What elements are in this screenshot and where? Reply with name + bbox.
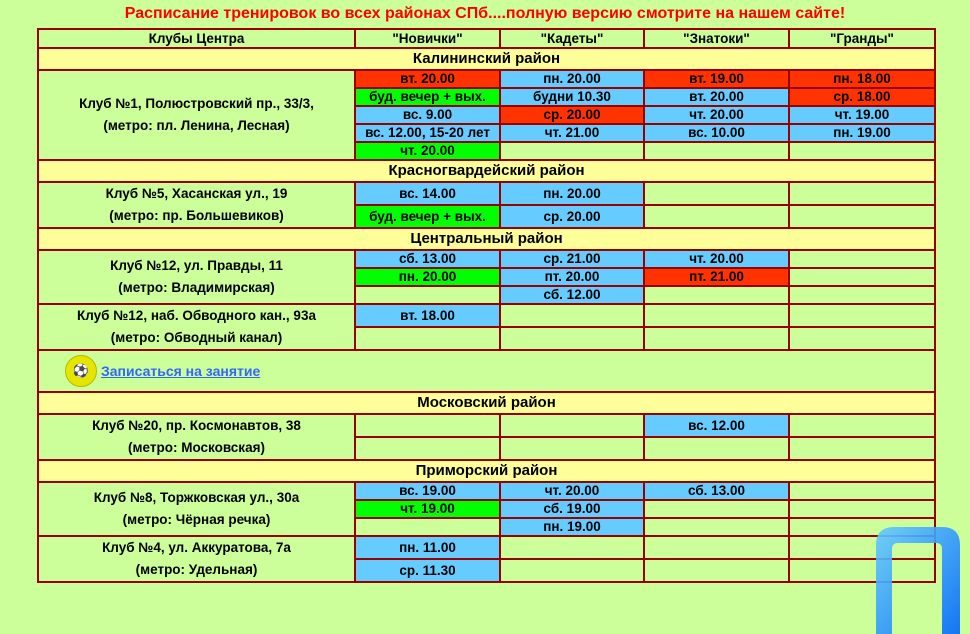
signup-row (38, 350, 935, 392)
schedule-cell (500, 327, 644, 350)
column-header-grands: "Гранды" (789, 29, 935, 48)
brand-logo-icon (872, 523, 962, 634)
table-row (38, 182, 935, 205)
schedule-cell (644, 142, 789, 160)
schedule-cell (644, 205, 789, 228)
schedule-cell (500, 414, 644, 437)
schedule-cell (355, 518, 500, 536)
schedule-cell (355, 286, 500, 304)
club-metro: (метро: Владимирская) (118, 280, 275, 295)
schedule-cell (500, 536, 644, 559)
club-cell (38, 250, 355, 304)
column-header-novice: "Новички" (355, 29, 500, 48)
schedule-cell: сб. 13.00 (644, 482, 789, 500)
schedule-cell (644, 559, 789, 582)
schedule-cell: вт. 20.00 (644, 88, 789, 106)
schedule-cell: пт. 21.00 (644, 268, 789, 286)
table-row (38, 536, 935, 559)
schedule-cell (644, 182, 789, 205)
schedule-cell (644, 327, 789, 350)
club-metro: (метро: Чёрная речка) (122, 512, 271, 527)
schedule-cell: вс. 9.00 (355, 106, 500, 124)
club-name: Клуб №12, ул. Правды, 11 (110, 258, 283, 273)
district-header: Приморский район (38, 460, 935, 482)
schedule-cell: вс. 19.00 (355, 482, 500, 500)
schedule-cell: чт. 19.00 (355, 500, 500, 518)
schedule-cell: ср. 20.00 (500, 106, 644, 124)
schedule-cell: вс. 12.00 (644, 414, 789, 437)
schedule-cell: чт. 21.00 (500, 124, 644, 142)
club-metro: (метро: пл. Ленина, Лесная) (103, 118, 290, 133)
schedule-cell: вс. 14.00 (355, 182, 500, 205)
column-header-clubs: Клубы Центра (38, 29, 355, 48)
table-row (38, 70, 935, 88)
schedule-cell (644, 437, 789, 460)
schedule-cell (644, 536, 789, 559)
signup-link[interactable]: Записаться на занятие (101, 363, 261, 379)
schedule-cell (789, 205, 935, 228)
schedule-cell: ср. 11.30 (355, 559, 500, 582)
schedule-cell (789, 304, 935, 327)
schedule-cell: ср. 21.00 (500, 250, 644, 268)
schedule-cell (500, 304, 644, 327)
schedule-cell: сб. 12.00 (500, 286, 644, 304)
schedule-cell: сб. 13.00 (355, 250, 500, 268)
schedule-cell: пн. 20.00 (500, 70, 644, 88)
column-header-cadets: "Кадеты" (500, 29, 644, 48)
table-row (38, 482, 935, 500)
schedule-cell: пт. 20.00 (500, 268, 644, 286)
schedule-cell: пн. 20.00 (355, 268, 500, 286)
club-cell (38, 70, 355, 160)
schedule-cell (644, 304, 789, 327)
schedule-cell: вс. 10.00 (644, 124, 789, 142)
schedule-cell (789, 268, 935, 286)
schedule-cell (789, 286, 935, 304)
club-name: Клуб №4, ул. Аккуратова, 7а (102, 540, 291, 555)
schedule-cell: пн. 18.00 (789, 70, 935, 88)
schedule-cell: вт. 19.00 (644, 70, 789, 88)
table-row (38, 414, 935, 437)
schedule-cell: чт. 19.00 (789, 106, 935, 124)
club-cell (38, 414, 355, 460)
schedule-cell (789, 250, 935, 268)
schedule-cell (789, 482, 935, 500)
schedule-cell: чт. 20.00 (355, 142, 500, 160)
schedule-cell: пн. 11.00 (355, 536, 500, 559)
page-title: Расписание тренировок во всех районах СПб....полную версию смотрите на нашем сайте! (124, 5, 846, 22)
district-header: Калининский район (38, 48, 935, 70)
club-logo-icon: ⚽ (65, 355, 97, 387)
schedule-cell: пн. 19.00 (500, 518, 644, 536)
schedule-cell: будни 10.30 (500, 88, 644, 106)
club-name: Клуб №8, Торжковская ул., 30а (93, 490, 300, 505)
schedule-cell: вт. 18.00 (355, 304, 500, 327)
club-cell (38, 482, 355, 536)
club-cell (38, 304, 355, 350)
schedule-cell (789, 437, 935, 460)
club-name: Клуб №5, Хасанская ул., 19 (105, 186, 288, 201)
schedule-cell (644, 286, 789, 304)
schedule-cell (789, 327, 935, 350)
schedule-cell: чт. 20.00 (644, 250, 789, 268)
schedule-cell: буд. вечер + вых. (355, 205, 500, 228)
schedule-cell: буд. вечер + вых. (355, 88, 500, 106)
schedule-cell (355, 414, 500, 437)
schedule-cell: сб. 19.00 (500, 500, 644, 518)
club-name: Клуб №12, наб. Обводного кан., 93а (77, 308, 316, 323)
schedule-cell: пн. 20.00 (500, 182, 644, 205)
signup-cell (38, 350, 935, 392)
club-metro: (метро: пр. Большевиков) (109, 208, 284, 223)
club-cell (38, 536, 355, 582)
schedule-cell (355, 327, 500, 350)
schedule-cell: ср. 18.00 (789, 88, 935, 106)
schedule-table (37, 28, 936, 583)
club-metro: (метро: Московская) (128, 440, 265, 455)
schedule-cell (789, 142, 935, 160)
district-header: Московский район (38, 392, 935, 414)
schedule-cell (500, 559, 644, 582)
table-row (38, 250, 935, 268)
header-row (38, 29, 935, 48)
schedule-cell (789, 182, 935, 205)
table-row (38, 304, 935, 327)
column-header-experts: "Знатоки" (644, 29, 789, 48)
club-metro: (метро: Удельная) (135, 562, 258, 577)
schedule-cell (644, 518, 789, 536)
schedule-cell: чт. 20.00 (644, 106, 789, 124)
schedule-cell (500, 142, 644, 160)
district-header: Центральный район (38, 228, 935, 250)
club-cell (38, 182, 355, 228)
schedule-cell: пн. 19.00 (789, 124, 935, 142)
club-name: Клуб №1, Полюстровский пр., 33/3, (79, 96, 314, 111)
schedule-cell (355, 437, 500, 460)
schedule-cell: вс. 12.00, 15-20 лет (355, 124, 500, 142)
schedule-cell (500, 437, 644, 460)
schedule-cell (789, 414, 935, 437)
club-name: Клуб №20, пр. Космонавтов, 38 (92, 418, 301, 433)
schedule-cell (789, 500, 935, 518)
schedule-cell: ср. 20.00 (500, 205, 644, 228)
district-header: Красногвардейский район (38, 160, 935, 182)
club-metro: (метро: Обводный канал) (110, 330, 283, 345)
schedule-cell: чт. 20.00 (500, 482, 644, 500)
schedule-cell (644, 500, 789, 518)
schedule-cell: вт. 20.00 (355, 70, 500, 88)
